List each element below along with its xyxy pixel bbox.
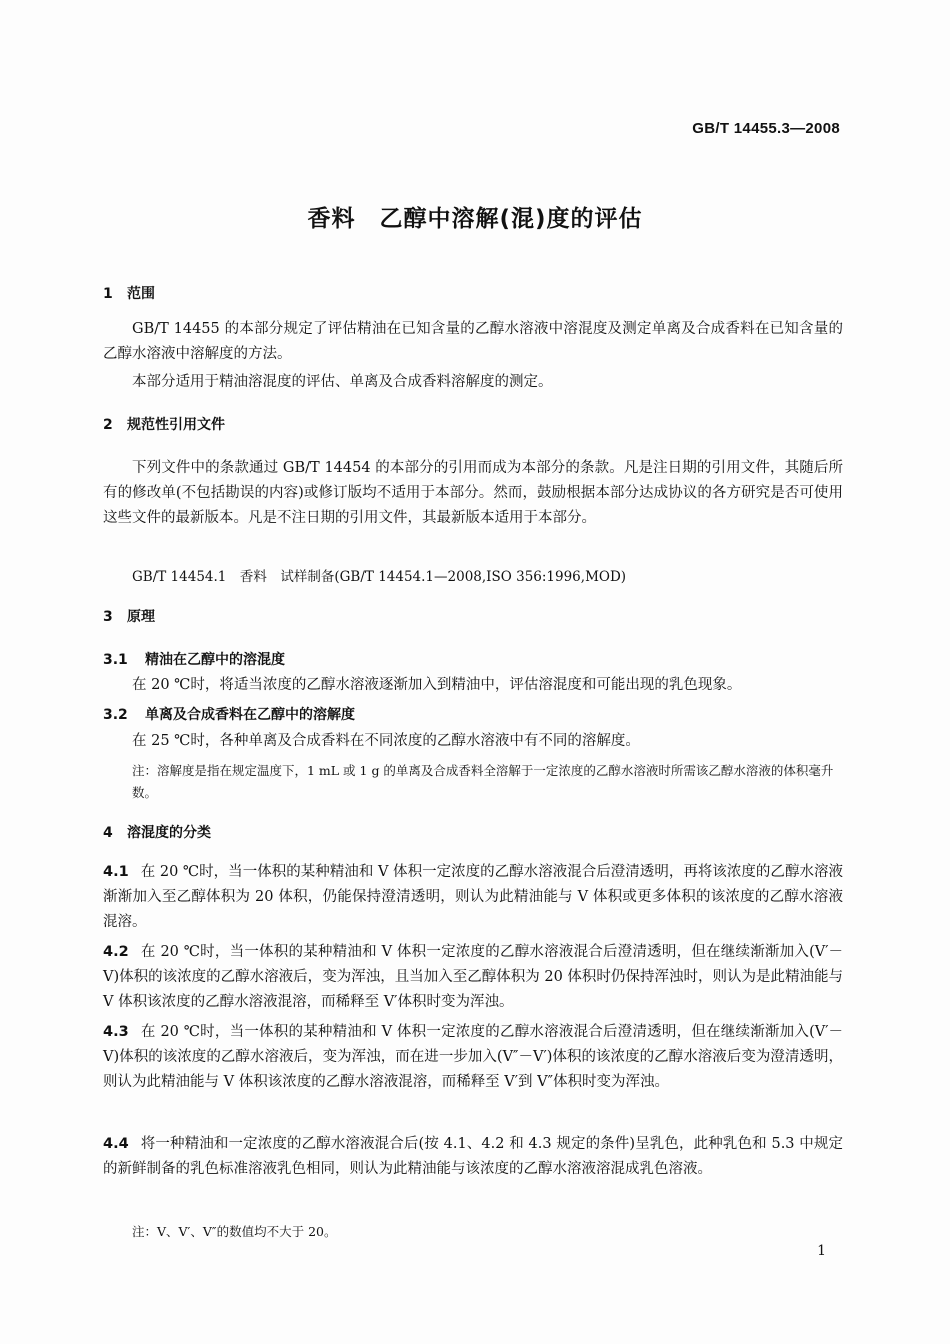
section-title: 规范性引用文件: [127, 417, 225, 433]
section-title: 原理: [127, 609, 155, 625]
page-number: 1: [817, 1243, 826, 1259]
section-number: 1: [103, 286, 113, 302]
section-number: 3: [103, 609, 113, 625]
section-2-paragraph-1: 下列文件中的条款通过 GB/T 14454 的本部分的引用而成为本部分的条款。凡是注日期的引用文件，其随后所有的修改单(不包括勘误的内容)或修订版均不适用于本部分。然而，鼓励根据本部分达成协议的各方研究是否可使用这些文件的最新版本。凡是不注日期的引用文件，其最新版本适用于本部分。: [103, 460, 843, 526]
clause-text: 将一种精油和一定浓度的乙醇水溶液混合后(按 4.1、4.2 和 4.3 规定的条件)呈乳色，此种乳色和 5.3 中规定的新鲜制备的乳色标准溶液乳色相同，则认为此精油能与该浓度的乙醇水溶液溶混成乳色溶液。: [103, 1136, 843, 1177]
document-id: GB/T 14455.3—2008: [692, 120, 840, 137]
section-4-note: 注：V、V′、V″的数值均不大于 20。: [132, 1224, 337, 1239]
subsection-title: 精油在乙醇中的溶混度: [145, 652, 285, 668]
subsection-3-1-heading: [103, 649, 285, 669]
clause-4-4: [103, 1132, 843, 1182]
clause-4-2: [103, 940, 843, 1015]
clause-number: 4.1: [103, 864, 129, 880]
subsection-3-1-text: 在 20 ℃时，将适当浓度的乙醇水溶液逐渐加入到精油中，评估溶混度和可能出现的乳色现象。: [132, 677, 742, 693]
section-2-heading: [103, 414, 225, 434]
normative-reference: GB/T 14454.1 香料 试样制备(GB/T 14454.1—2008,ISO 356:1996,MOD): [132, 569, 627, 585]
section-number: 4: [103, 825, 113, 841]
clause-text: 在 20 ℃时，当一体积的某种精油和 V 体积一定浓度的乙醇水溶液混合后澄清透明，再将该浓度的乙醇水溶液渐渐加入至乙醇体积为 20 体积，仍能保持澄清透明，则认为此精油能与 V 体积或更多体积的该浓度的乙醇水溶液混溶。: [103, 864, 843, 930]
section-4-heading: [103, 822, 211, 842]
section-3-note: 注：溶解度是指在规定温度下，1 mL 或 1 g 的单离及合成香料全溶解于一定浓度的乙醇水溶液时所需该乙醇水溶液的体积毫升数。: [132, 763, 834, 800]
section-1-heading: [103, 283, 155, 303]
section-title: 溶混度的分类: [127, 825, 211, 841]
section-title: 范围: [127, 286, 155, 302]
subsection-number: 3.2: [103, 707, 128, 723]
section-1-paragraph-1: GB/T 14455 的本部分规定了评估精油在已知含量的乙醇水溶液中溶混度及测定单离及合成香料在已知含量的乙醇水溶液中溶解度的方法。: [103, 321, 843, 362]
section-3-heading: [103, 606, 155, 626]
clause-number: 4.4: [103, 1136, 129, 1152]
clause-number: 4.3: [103, 1024, 129, 1040]
subsection-title: 单离及合成香料在乙醇中的溶解度: [145, 707, 355, 723]
document-title: 香料 乙醇中溶解(混)度的评估: [307, 206, 643, 232]
subsection-3-2-text: 在 25 ℃时，各种单离及合成香料在不同浓度的乙醇水溶液中有不同的溶解度。: [132, 733, 640, 749]
clause-4-3: [103, 1020, 843, 1095]
subsection-3-2-heading: [103, 704, 355, 724]
section-1-paragraph-2: 本部分适用于精油溶混度的评估、单离及合成香料溶解度的测定。: [132, 374, 553, 390]
clause-text: 在 20 ℃时，当一体积的某种精油和 V 体积一定浓度的乙醇水溶液混合后澄清透明，但在继续渐渐加入(V′－V)体积的该浓度的乙醇水溶液后，变为浑浊，且当加入至乙醇体积为 20 体积时仍保持浑浊时，则认为是此精油能与 V 体积该浓度的乙醇水溶液混溶，而稀释至 V′体积时变为浑浊。: [103, 944, 843, 1010]
clause-text: 在 20 ℃时，当一体积的某种精油和 V 体积一定浓度的乙醇水溶液混合后澄清透明，但在继续渐渐加入(V′－V)体积的该浓度的乙醇水溶液后，变为浑浊，而在进一步加入(V″－V′)体积的该浓度的乙醇水溶液后变为澄清透明，则认为此精油能与 V 体积该浓度的乙醇水溶液混溶，而稀释至 V′到 V″体积时变为浑浊。: [103, 1024, 843, 1090]
subsection-number: 3.1: [103, 652, 128, 668]
clause-4-1: [103, 860, 843, 935]
section-number: 2: [103, 417, 113, 433]
clause-number: 4.2: [103, 944, 129, 960]
